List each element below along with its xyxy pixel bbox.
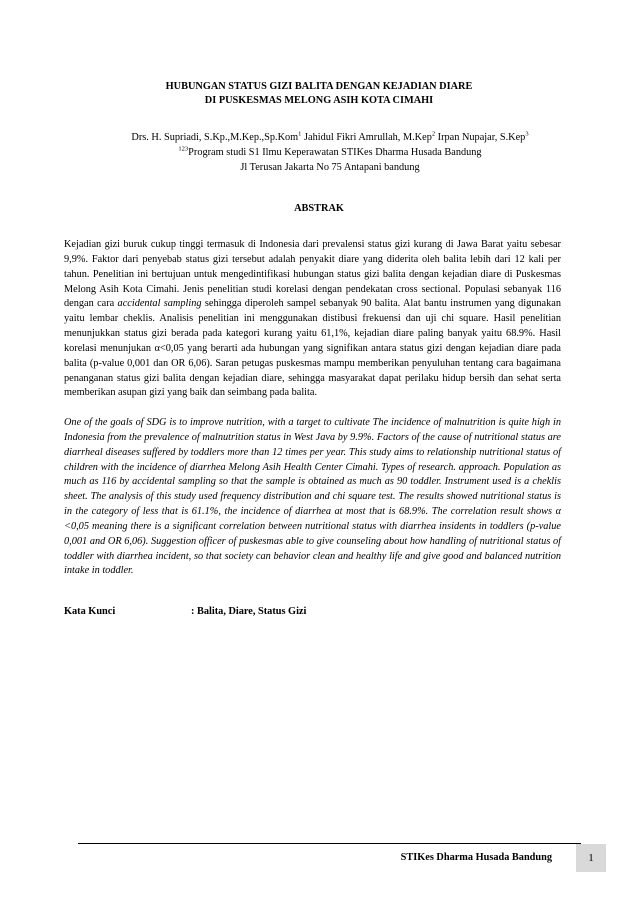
abstract-indonesian-part-1: Kejadian gizi buruk cukup tinggi termasuk di Indonesia dari prevalensi status gizi kurang di Jawa Barat yaitu sebesar 9,9%. Faktor dari penyebab status gizi tersebut adalah penyakit diare yang diderita oleh balita lebih dari 12 kali per tahun. Penelitian ini bertujuan untuk mengedintifikasi hubungan status gizi balita dengan kejadian diare di Puskesmas Melong Asih Kota Cimahi. Jenis penelitian studi korelasi dengan pendekatan cross sectional. Populasi sebanyak 116 dengan cara [64, 239, 561, 310]
paper-title [0, 80, 638, 108]
affiliation [60, 145, 600, 160]
affiliation-superscript: 123 [178, 145, 189, 153]
author-1: Drs. H. Supriadi, S.Kp.,M.Kep.,Sp.Kom [131, 132, 299, 143]
footer-divider [78, 843, 581, 844]
abstract-indonesian-italic: accidental sampling [117, 298, 202, 310]
affiliation-text: Program studi S1 Ilmu Keperawatan STIKes Dharma Husada Bandung [188, 147, 482, 158]
author-2: Jahidul Fikri Amrullah, M.Kep [301, 132, 432, 143]
abstract-indonesian [64, 238, 561, 401]
abstract-heading: ABSTRAK [294, 203, 344, 214]
keywords [64, 606, 561, 617]
keywords-label: Kata Kunci [64, 606, 116, 617]
author-3-superscript: 3 [525, 130, 529, 138]
abstract-indonesian-part-2: sehingga diperoleh sampel sebanyak 90 balita. Alat bantu instrumen yang digunakan yaitu lembar cheklis. Analisis penelitian ini menggunakan distibusi frekuensi dan uji chi square. Hasil penelitian menunjukkan status gizi berada pada kategori kurang yaitu 61,1%, kejadian diare paling banyak yaitu 68.9%. Hasil korelasi menunjukan α<0,05 yang berarti ada hubungan yang signifikan antara status gizi dengan kejadian diare pada balita (p-value 0,001 dan OR 6,06). Saran petugas puskesmas mampu memberikan penyuluhan tentang cara bagaimana penanganan status gizi balita dengan kejadian diare, sehingga masyarakat dapat perilaku hidup bersih dan sehat serta memberikan asupan gizi yang baik dan seimbang pada balita. [64, 298, 561, 399]
paper-title-line-1: HUBUNGAN STATUS GIZI BALITA DENGAN KEJADIAN DIARE [165, 81, 473, 92]
address: Jl Terusan Jakarta No 75 Antapani bandung [240, 162, 420, 173]
paper-title-line-2: DI PUSKESMAS MELONG ASIH KOTA CIMAHI [204, 95, 434, 106]
abstract-english: One of the goals of SDG is to improve nutrition, with a target to cultivate The incidence of malnutrition is quite high in Indonesia from the prevalence of malnutrition status in West Java by 9.9%. Factors of the cause of nutritional status are diarrheal diseases suffered by toddlers more than 12 times per year. This study aims to relationship nutritional status of children with the incidence of diarrhea Melong Asih Health Center Cimahi. Types of research. approach. Population as much as 116 by accidental sampling so that the sample is obtained as much as 90 toddler. Instrument used is a cheklis sheet. The analysis of this study used frequency distribution and chi square test. The results showed nutritional status is in the category of less that is 61.1%, the incidence of diarrhea at most that is 68.9%. The correlation result shows α <0,05 meaning there is a significant correlation between nutritional status with diarrhea insidents in toddlers (p-value 0,001 and OR 6,06). Suggestion officer of puskesmas able to give counseling about how handling of nutritional status of toddler with diarrhea incident, so that society can behavior clean and healthy life and give good and balanced nutrition intake in toddler. [64, 417, 561, 577]
page-number: 1 [576, 844, 606, 872]
author-1-superscript: 1 [298, 130, 302, 138]
keywords-value: : Balita, Diare, Status Gizi [191, 606, 307, 617]
author-list [60, 130, 600, 145]
footer-institution: STIKes Dharma Husada Bandung [400, 852, 552, 863]
author-2-superscript: 2 [431, 130, 436, 138]
author-3: Irpan Nupajar, S.Kep [435, 132, 526, 143]
author-block [60, 130, 600, 175]
